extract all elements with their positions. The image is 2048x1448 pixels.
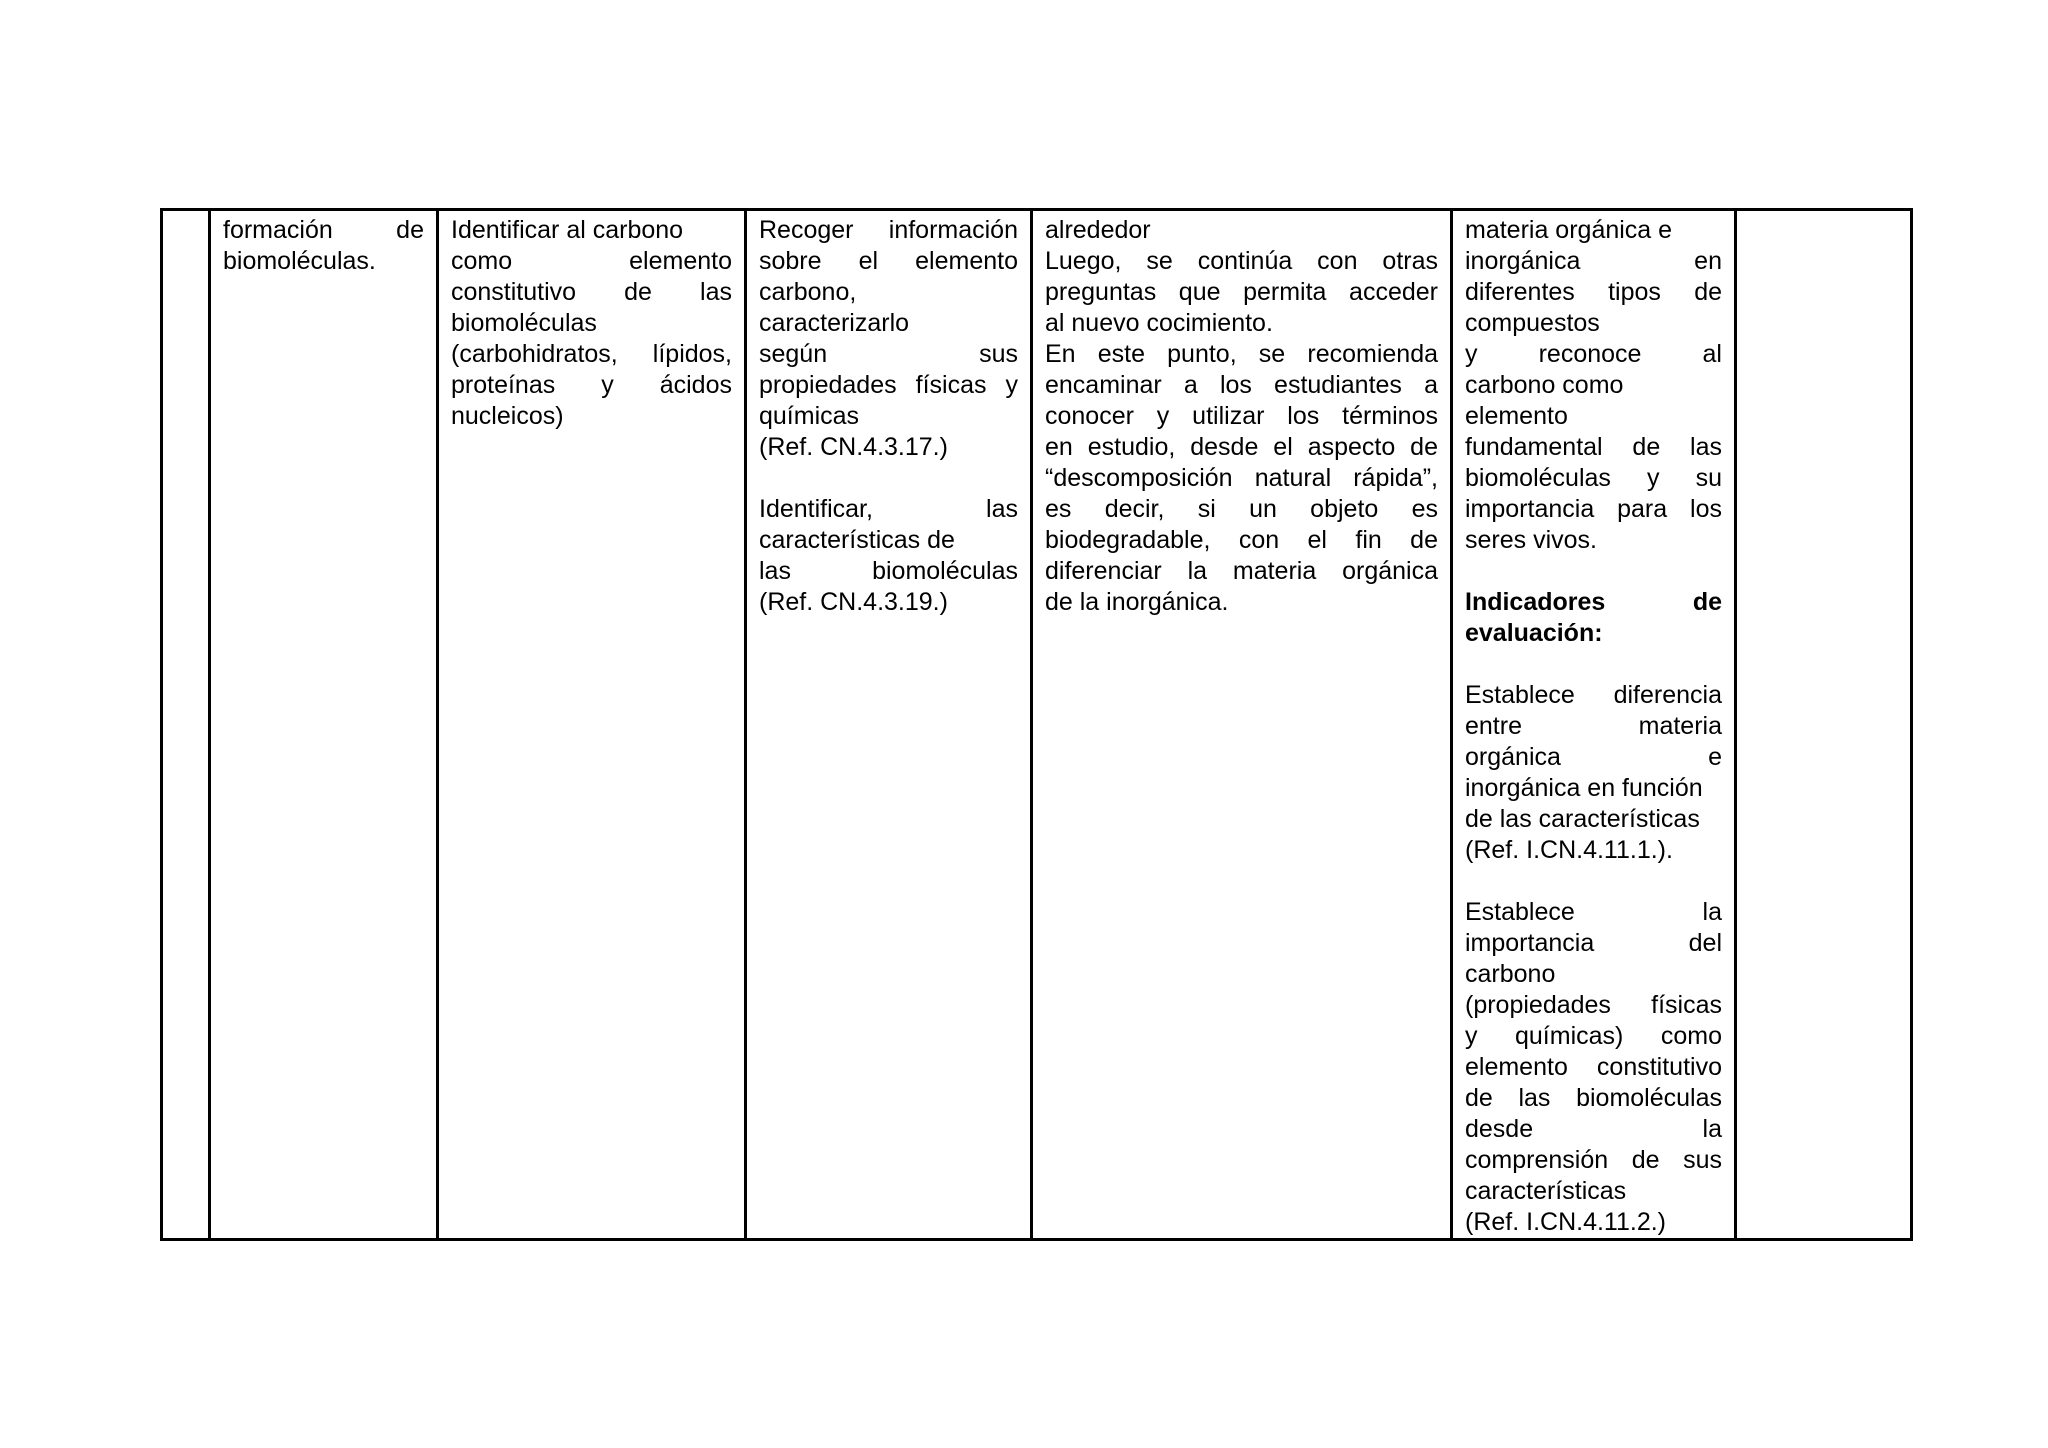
evaluation-line: inorgánica en <box>1465 247 1722 275</box>
evaluation-line: diferentes tipos de <box>1465 278 1722 306</box>
objective-line: como elemento <box>451 247 732 275</box>
indicator-line: características <box>1465 1177 1627 1205</box>
skills-line: propiedades físicas y <box>759 371 1018 399</box>
evaluation-line: fundamental de las <box>1465 433 1722 461</box>
activities-line: “descomposición natural rápida”, <box>1045 464 1438 492</box>
objective-cell <box>438 210 746 1240</box>
activities-line: diferenciar la materia orgánica <box>1045 557 1438 585</box>
evaluation-line: importancia para los <box>1465 495 1722 523</box>
spacer <box>1465 556 1722 587</box>
indicator-line: carbono <box>1465 960 1556 988</box>
evaluation-line: biomoléculas y su <box>1465 464 1722 492</box>
indicator-line: de las biomoléculas <box>1465 1084 1722 1112</box>
skills-line: sobre el elemento <box>759 247 1018 275</box>
skills-line: Recoger información <box>759 216 1018 244</box>
empty-cell-right <box>1736 210 1912 1240</box>
objective-line: biomoléculas <box>451 309 597 337</box>
empty-cell-left <box>162 210 210 1240</box>
content-table <box>160 208 1913 1241</box>
evaluation-line: carbono como <box>1465 371 1624 399</box>
indicator-line: Establece diferencia <box>1465 681 1722 709</box>
evaluation-line: materia orgánica e <box>1465 216 1673 244</box>
objective-line: (carbohidratos, lípidos, <box>451 340 732 368</box>
indicator-line: elemento constitutivo <box>1465 1053 1722 1081</box>
indicator-line: Establece la <box>1465 898 1722 926</box>
activities-line: biodegradable, con el fin de <box>1045 526 1438 554</box>
indicators-heading: evaluación: <box>1465 619 1603 647</box>
objective-line: constitutivo de las <box>451 278 732 306</box>
topic-line: biomoléculas. <box>223 247 376 275</box>
indicator-line: y químicas) como <box>1465 1022 1722 1050</box>
skills-line: químicas <box>759 402 860 430</box>
indicator-line: inorgánica en función <box>1465 774 1703 802</box>
evaluation-line: seres vivos. <box>1465 526 1597 554</box>
indicator-reference: (Ref. I.CN.4.11.1.). <box>1465 836 1673 864</box>
indicator-line: importancia del <box>1465 929 1722 957</box>
activities-cell <box>1032 210 1452 1240</box>
table-row <box>162 210 1912 1240</box>
activities-line: En este punto, se recomienda <box>1045 340 1438 368</box>
skills-line: carbono, <box>759 278 857 306</box>
indicator-line: comprensión de sus <box>1465 1146 1722 1174</box>
activities-line: preguntas que permita acceder <box>1045 278 1438 306</box>
skills-reference: (Ref. CN.4.3.19.) <box>759 588 948 616</box>
evaluation-line: elemento <box>1465 402 1568 430</box>
indicator-line: (propiedades físicas <box>1465 991 1722 1019</box>
topic-line: formación de <box>223 216 424 244</box>
skills-cell <box>746 210 1032 1240</box>
indicator-line: de las características <box>1465 805 1700 833</box>
activities-line: conocer y utilizar los términos <box>1045 402 1438 430</box>
objective-line: Identificar al carbono <box>451 216 684 244</box>
skills-line: Identificar, las <box>759 495 1018 523</box>
spacer <box>1465 866 1722 897</box>
indicators-heading: Indicadores de <box>1465 588 1722 616</box>
indicator-line: orgánica e <box>1465 743 1722 771</box>
skills-line: características de <box>759 526 955 554</box>
objective-line: proteínas y ácidos <box>451 371 732 399</box>
activities-line: Luego, se continúa con otras <box>1045 247 1438 275</box>
skills-line: caracterizarlo <box>759 309 910 337</box>
evaluation-line: compuestos <box>1465 309 1600 337</box>
topic-cell <box>210 210 438 1240</box>
activities-line: en estudio, desde el aspecto de <box>1045 433 1438 461</box>
skills-line: según sus <box>759 340 1018 368</box>
activities-line: de la inorgánica. <box>1045 588 1229 616</box>
activities-line: es decir, si un objeto es <box>1045 495 1438 523</box>
indicator-reference: (Ref. I.CN.4.11.2.) <box>1465 1208 1666 1236</box>
activities-line: alrededor <box>1045 216 1151 244</box>
spacer <box>759 463 1018 494</box>
evaluation-line: y reconoce al <box>1465 340 1722 368</box>
evaluation-cell <box>1452 210 1736 1240</box>
skills-line: las biomoléculas <box>759 557 1018 585</box>
skills-reference: (Ref. CN.4.3.17.) <box>759 433 948 461</box>
indicator-line: desde la <box>1465 1115 1722 1143</box>
indicator-line: entre materia <box>1465 712 1722 740</box>
objective-line: nucleicos) <box>451 402 564 430</box>
activities-line: encaminar a los estudiantes a <box>1045 371 1438 399</box>
spacer <box>1465 649 1722 680</box>
activities-line: al nuevo cocimiento. <box>1045 309 1273 337</box>
